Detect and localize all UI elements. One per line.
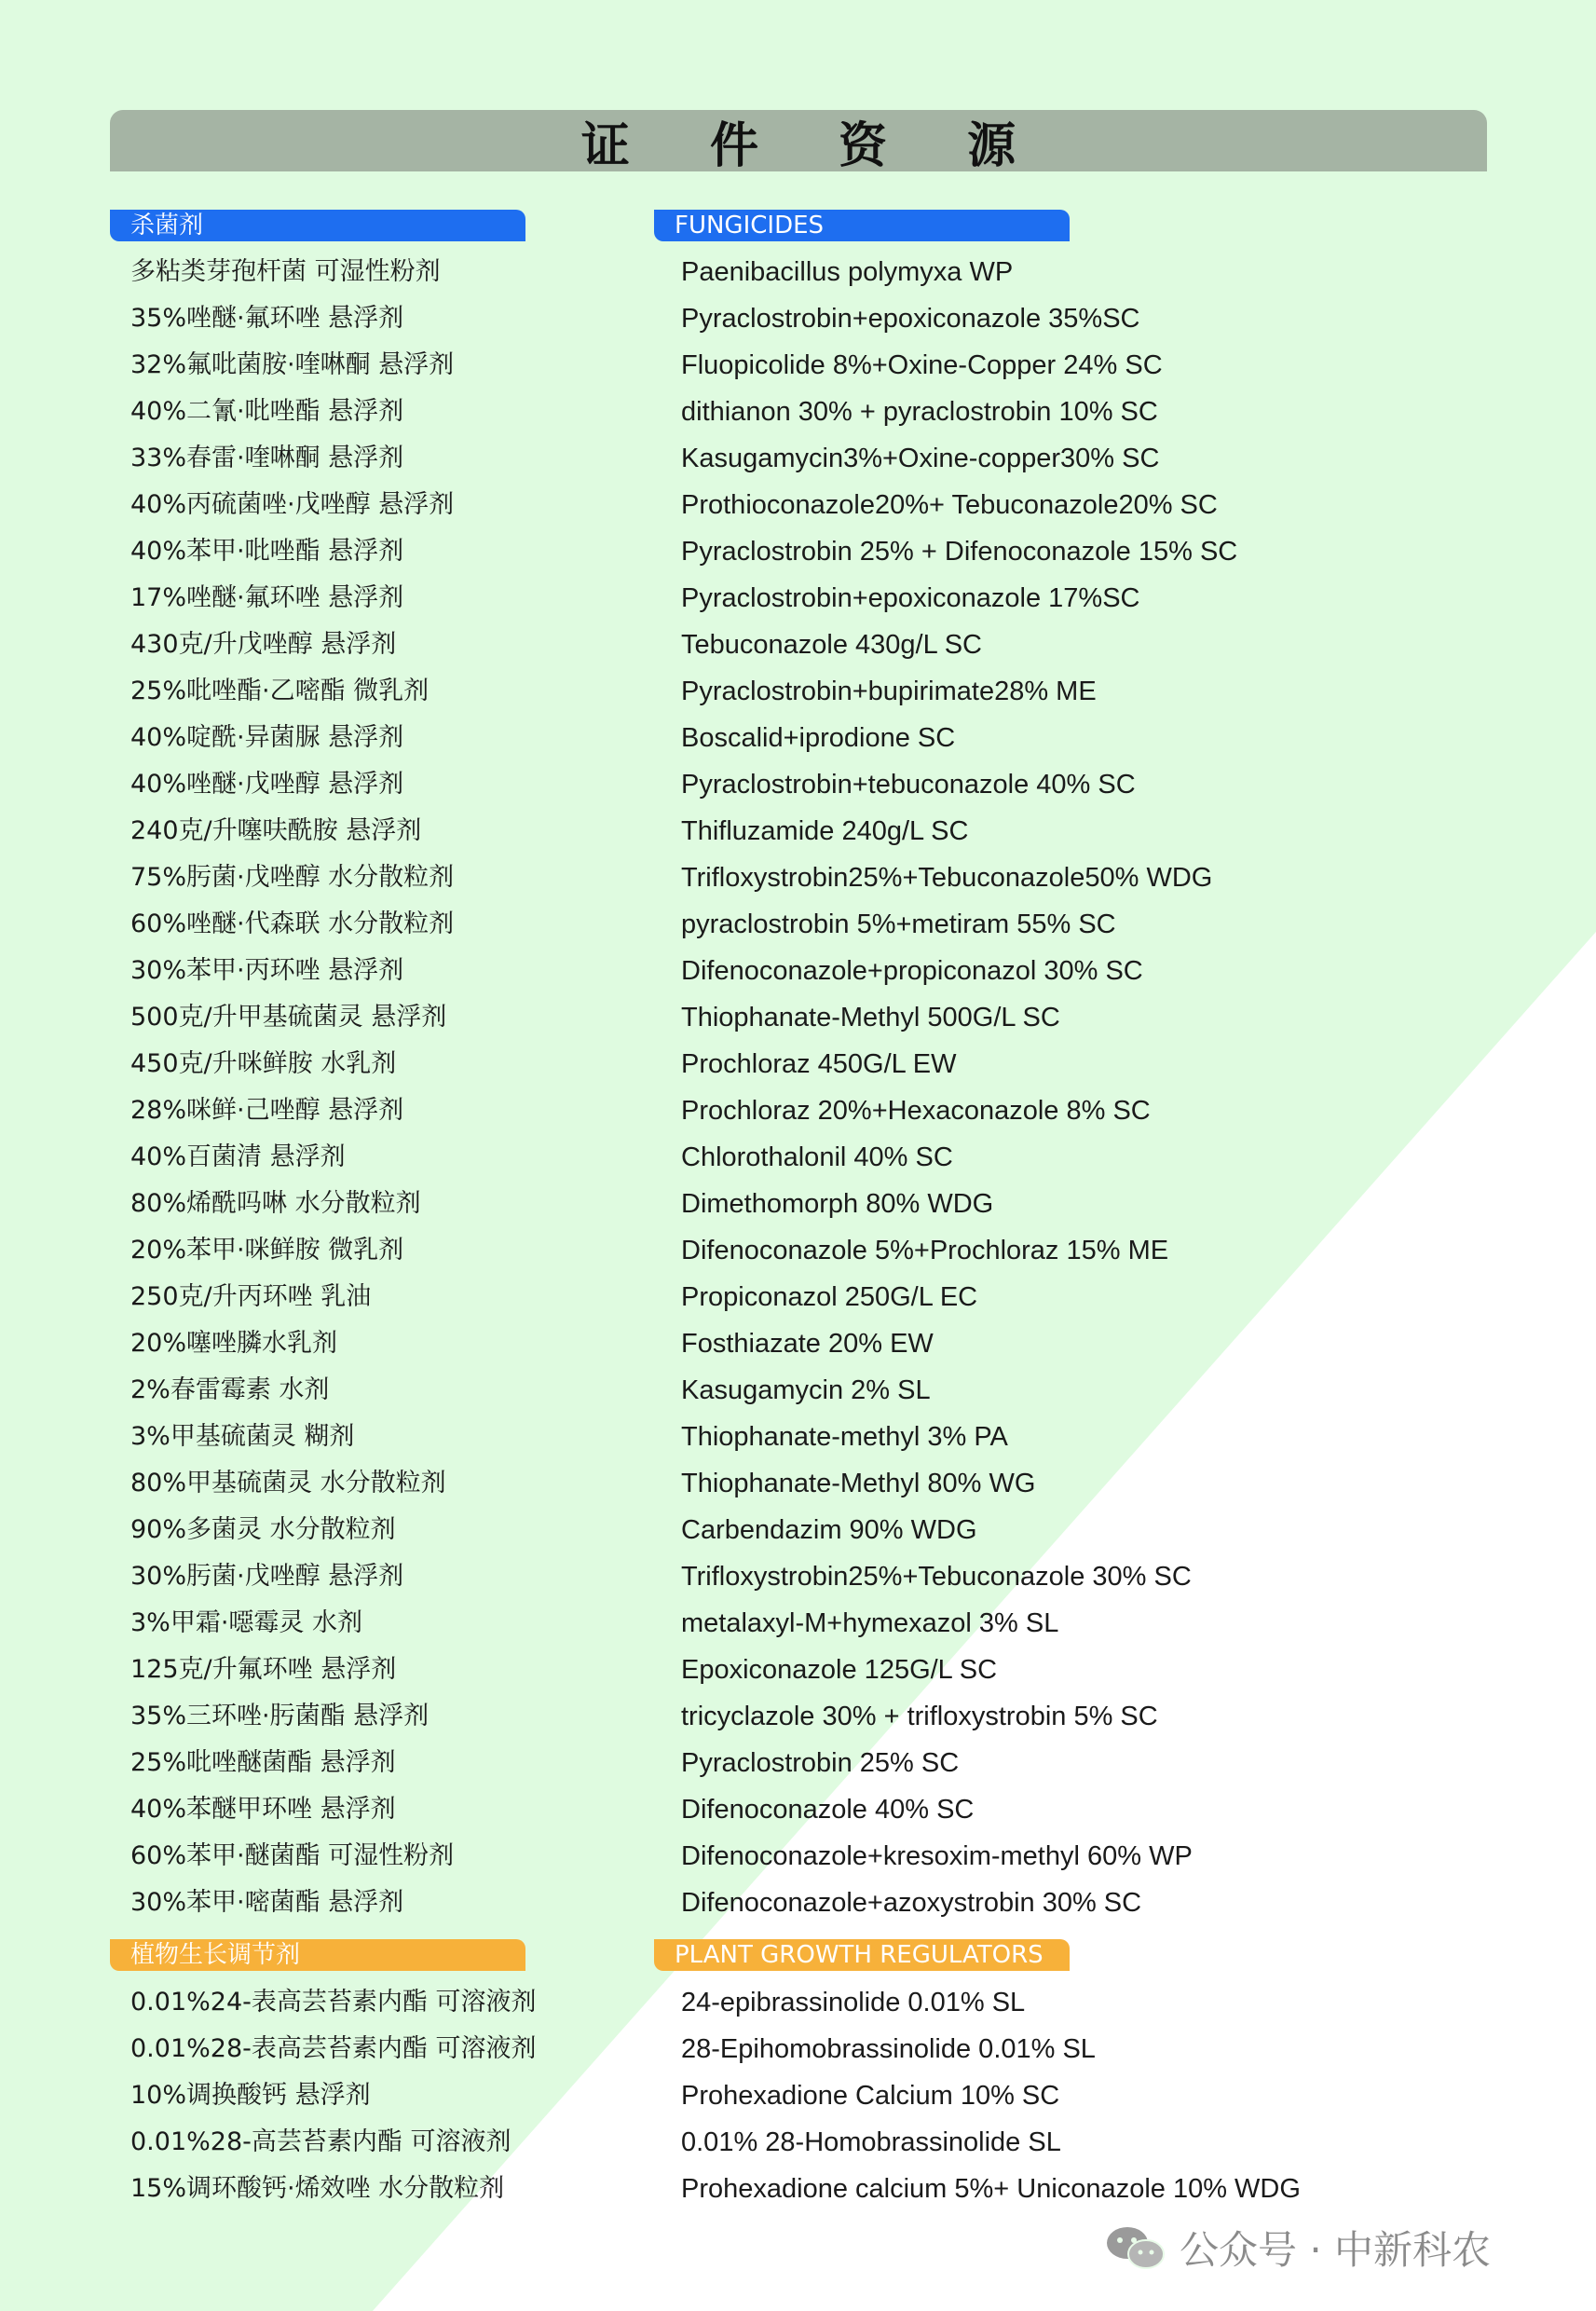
fungicide-en-item: Pyraclostrobin+epoxiconazole 17%SC — [681, 583, 1140, 613]
pgr-en-item: Prohexadione calcium 5%+ Uniconazole 10% WDG — [681, 2174, 1301, 2204]
section-header-fungicides-en: FUNGICIDES — [654, 210, 1070, 241]
fungicide-cn-item: 250克/升丙环唑 乳油 — [130, 1282, 372, 1311]
fungicide-en-item: metalaxyl-M+hymexazol 3% SL — [681, 1608, 1059, 1638]
title-bar — [110, 110, 1487, 174]
section-header-fungicides-cn: 杀菌剂 — [110, 210, 525, 241]
section-header-pgr-en: PLANT GROWTH REGULATORS — [654, 1939, 1070, 1971]
fungicide-cn-item: 32%氟吡菌胺·喹啉酮 悬浮剂 — [130, 350, 455, 379]
fungicide-en-item: tricyclazole 30% + trifloxystrobin 5% SC — [681, 1702, 1158, 1731]
fungicide-cn-item: 35%唑醚·氟环唑 悬浮剂 — [130, 304, 404, 333]
fungicide-cn-item: 80%烯酰吗啉 水分散粒剂 — [130, 1189, 421, 1218]
wechat-icon — [1105, 2224, 1166, 2271]
fungicide-cn-item: 40%唑醚·戊唑醇 悬浮剂 — [130, 770, 404, 799]
fungicide-cn-item: 25%吡唑酯·乙嘧酯 微乳剂 — [130, 677, 430, 705]
fungicide-en-item: Trifloxystrobin25%+Tebuconazole 30% SC — [681, 1562, 1192, 1592]
fungicide-cn-item: 28%咪鲜·己唑醇 悬浮剂 — [130, 1096, 404, 1125]
pgr-en-item: 28-Epihomobrassinolide 0.01% SL — [681, 2034, 1096, 2064]
fungicide-cn-item: 3%甲基硫菌灵 糊剂 — [130, 1422, 355, 1451]
fungicide-cn-item: 30%苯甲·丙环唑 悬浮剂 — [130, 956, 404, 985]
fungicide-cn-item: 17%唑醚·氟环唑 悬浮剂 — [130, 583, 404, 612]
fungicide-cn-item: 2%春雷霉素 水剂 — [130, 1375, 330, 1404]
fungicide-cn-item: 125克/升氟环唑 悬浮剂 — [130, 1655, 397, 1684]
pgr-cn-item: 10%调换酸钙 悬浮剂 — [130, 2081, 371, 2110]
fungicide-en-item: Trifloxystrobin25%+Tebuconazole50% WDG — [681, 863, 1213, 893]
fungicides-en-list — [681, 249, 1237, 1926]
fungicide-en-item: Kasugamycin 2% SL — [681, 1375, 931, 1405]
fungicide-cn-item: 3%甲霜·噁霉灵 水剂 — [130, 1608, 362, 1637]
fungicide-en-item: Thifluzamide 240g/L SC — [681, 816, 969, 846]
pgr-cn-item: 0.01%28-高芸苔素内酯 可溶液剂 — [130, 2127, 512, 2156]
fungicide-en-item: Epoxiconazole 125G/L SC — [681, 1655, 998, 1685]
fungicide-en-item: Pyraclostrobin+epoxiconazole 35%SC — [681, 304, 1140, 334]
fungicide-en-item: Pyraclostrobin 25% + Difenoconazole 15% SC — [681, 537, 1238, 567]
fungicide-cn-item: 20%噻唑膦水乳剂 — [130, 1329, 338, 1358]
pgr-en-list — [681, 1979, 1301, 2212]
fungicide-cn-item: 60%苯甲·醚菌酯 可湿性粉剂 — [130, 1841, 455, 1870]
fungicide-en-item: dithianon 30% + pyraclostrobin 10% SC — [681, 397, 1158, 427]
fungicide-cn-item: 450克/升咪鲜胺 水乳剂 — [130, 1049, 397, 1078]
fungicide-en-item: Difenoconazole 40% SC — [681, 1795, 975, 1825]
fungicide-en-item: Thiophanate-Methyl 80% WG — [681, 1469, 1036, 1498]
pgr-cn-item: 15%调环酸钙·烯效唑 水分散粒剂 — [130, 2174, 505, 2203]
fungicide-en-item: Pyraclostrobin+tebuconazole 40% SC — [681, 770, 1136, 800]
section-header-pgr-cn: 植物生长调节剂 — [110, 1939, 525, 1971]
fungicide-en-item: Boscalid+iprodione SC — [681, 723, 956, 753]
fungicide-en-item: Tebuconazole 430g/L SC — [681, 630, 982, 660]
fungicide-cn-item: 40%二氰·吡唑酯 悬浮剂 — [130, 397, 404, 426]
fungicide-cn-item: 240克/升噻呋酰胺 悬浮剂 — [130, 816, 422, 845]
watermark — [1105, 2220, 1491, 2276]
fungicide-en-item: Thiophanate-Methyl 500G/L SC — [681, 1003, 1060, 1032]
fungicide-en-item: Propiconazol 250G/L EC — [681, 1282, 978, 1312]
fungicide-cn-item: 40%苯甲·吡唑酯 悬浮剂 — [130, 537, 404, 566]
fungicide-en-item: Prochloraz 450G/L EW — [681, 1049, 957, 1079]
fungicide-cn-item: 75%肟菌·戊唑醇 水分散粒剂 — [130, 863, 455, 892]
pgr-cn-item: 0.01%24-表高芸苔素内酯 可溶液剂 — [130, 1988, 537, 2017]
fungicide-en-item: Fluopicolide 8%+Oxine-Copper 24% SC — [681, 350, 1163, 380]
fungicide-cn-item: 多粘类芽孢杆菌 可湿性粉剂 — [130, 257, 441, 286]
fungicide-en-item: Chlorothalonil 40% SC — [681, 1142, 953, 1172]
pgr-cn-item: 0.01%28-表高芸苔素内酯 可溶液剂 — [130, 2034, 537, 2063]
fungicide-cn-item: 40%苯醚甲环唑 悬浮剂 — [130, 1795, 396, 1824]
fungicide-en-item: Difenoconazole+propiconazol 30% SC — [681, 956, 1143, 986]
pgr-en-item: 0.01% 28-Homobrassinolide SL — [681, 2127, 1061, 2157]
fungicide-cn-item: 60%唑醚·代森联 水分散粒剂 — [130, 909, 455, 938]
fungicide-cn-item: 20%苯甲·咪鲜胺 微乳剂 — [130, 1236, 404, 1265]
fungicide-en-item: Pyraclostrobin 25% SC — [681, 1748, 960, 1778]
fungicide-en-item: Thiophanate-methyl 3% PA — [681, 1422, 1008, 1452]
fungicide-cn-item: 35%三环唑·肟菌酯 悬浮剂 — [130, 1702, 430, 1730]
fungicide-cn-item: 30%苯甲·嘧菌酯 悬浮剂 — [130, 1888, 404, 1917]
fungicide-en-item: Prothioconazole20%+ Tebuconazole20% SC — [681, 490, 1218, 520]
fungicide-en-item: Difenoconazole+azoxystrobin 30% SC — [681, 1888, 1142, 1918]
fungicides-cn-list — [130, 249, 454, 1926]
fungicide-en-item: Carbendazim 90% WDG — [681, 1515, 977, 1545]
fungicide-en-item: Prochloraz 20%+Hexaconazole 8% SC — [681, 1096, 1151, 1126]
fungicide-en-item: Fosthiazate 20% EW — [681, 1329, 934, 1359]
page-title: 证 件 资 源 — [580, 117, 1048, 174]
fungicide-cn-item: 40%百菌清 悬浮剂 — [130, 1142, 346, 1171]
fungicide-cn-item: 430克/升戊唑醇 悬浮剂 — [130, 630, 397, 659]
fungicide-cn-item: 500克/升甲基硫菌灵 悬浮剂 — [130, 1003, 447, 1032]
pgr-cn-list — [130, 1979, 536, 2212]
watermark-text: 公众号 · 中新科农 — [1180, 2227, 1492, 2273]
fungicide-cn-item: 90%多菌灵 水分散粒剂 — [130, 1515, 396, 1544]
fungicide-en-item: Difenoconazole 5%+Prochloraz 15% ME — [681, 1236, 1169, 1265]
fungicide-cn-item: 30%肟菌·戊唑醇 悬浮剂 — [130, 1562, 404, 1591]
fungicide-en-item: Difenoconazole+kresoxim-methyl 60% WP — [681, 1841, 1193, 1871]
fungicide-cn-item: 80%甲基硫菌灵 水分散粒剂 — [130, 1469, 446, 1497]
fungicide-cn-item: 40%丙硫菌唑·戊唑醇 悬浮剂 — [130, 490, 455, 519]
fungicide-en-item: Paenibacillus polymyxa WP — [681, 257, 1014, 287]
fungicide-cn-item: 40%啶酰·异菌脲 悬浮剂 — [130, 723, 404, 752]
fungicide-en-item: Kasugamycin3%+Oxine-copper30% SC — [681, 444, 1160, 473]
pgr-en-item: 24-epibrassinolide 0.01% SL — [681, 1988, 1026, 2017]
fungicide-en-item: Pyraclostrobin+bupirimate28% ME — [681, 677, 1097, 706]
pgr-en-item: Prohexadione Calcium 10% SC — [681, 2081, 1060, 2111]
fungicide-cn-item: 33%春雷·喹啉酮 悬浮剂 — [130, 444, 404, 472]
fungicide-en-item: pyraclostrobin 5%+metiram 55% SC — [681, 909, 1116, 939]
fungicide-cn-item: 25%吡唑醚菌酯 悬浮剂 — [130, 1748, 396, 1777]
fungicide-en-item: Dimethomorph 80% WDG — [681, 1189, 994, 1219]
